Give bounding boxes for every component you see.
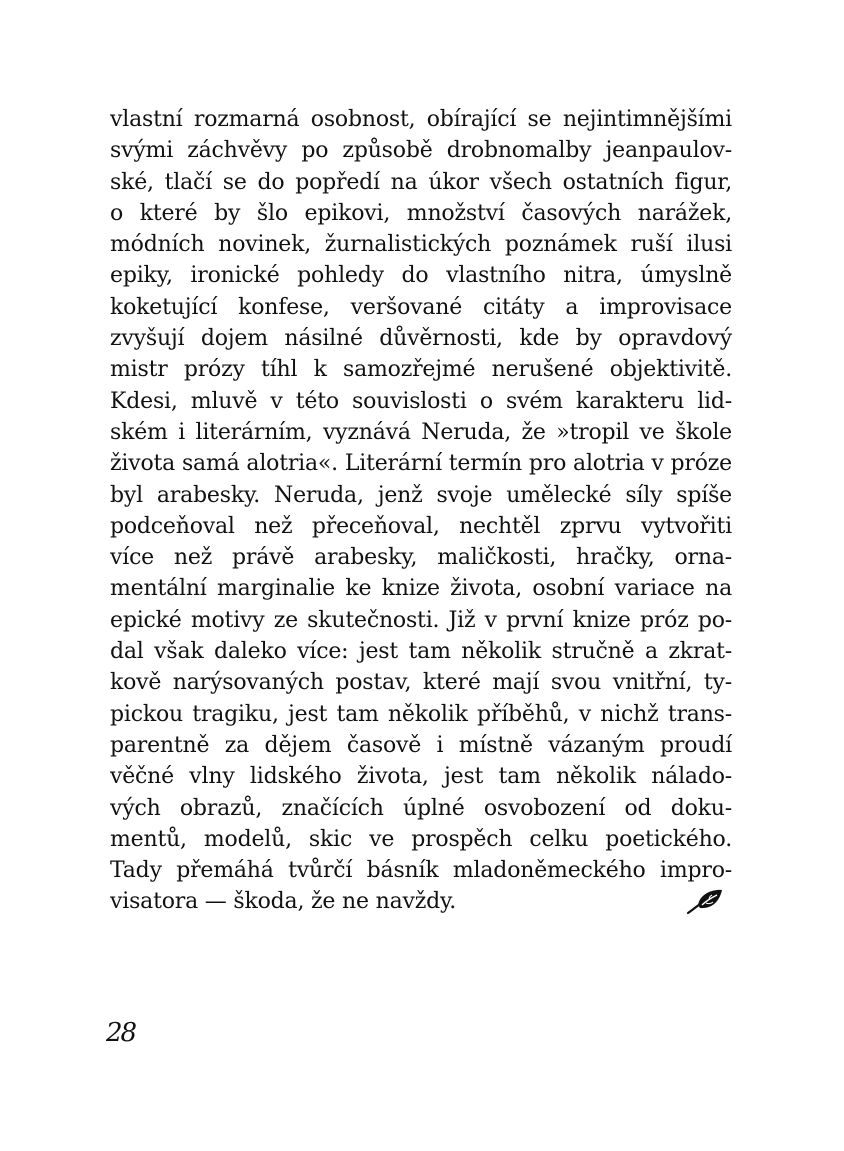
final-line-text: visatora — škoda, že ne navždy. [110,889,457,915]
text-line: koketující konfese, veršované citáty a improvisace [110,294,732,320]
text-line: dal však daleko více: jest tam několik stručně a zkrat- [110,639,732,665]
text-line: byl arabesky. Neruda, jenž svoje umělecké síly spíše [110,482,732,508]
text-line: vých obrazů, značících úplné osvobození od doku- [110,795,732,821]
text-line: mentů, modelů, skic ve prospěch celku poetického. [110,826,732,852]
text-line: epické motivy ze skutečnosti. Již v první knize próz po- [110,607,732,633]
text-line-final [110,886,732,917]
text-line: více než právě arabesky, maličkosti, hračky, orna- [110,545,732,571]
text-line: mistr prózy tíhl k samozřejmé nerušené objektivitě. [110,357,732,383]
text-line: o které by šlo epikovi, množství časových narážek, [110,200,732,226]
text-line: podceňoval než přeceňoval, nechtěl zprvu vytvořiti [110,513,732,539]
text-line: svými záchvěvy po způsobě drobnomalby jeanpaulov- [110,138,732,164]
text-line: Kdesi, mluvě v této souvislosti o svém karakteru lid- [110,388,732,414]
text-line: mentální marginalie ke knize života, osobní variace na [110,576,732,602]
text-line: Tady přemáhá tvůrčí básník mladoněmeckého impro- [110,858,732,884]
text-line: věčné vlny lidského života, jest tam několik nálado- [110,764,732,790]
text-line: vlastní rozmarná osobnost, obírající se nejintimnějšími [110,107,732,132]
text-line: epiky, ironické pohledy do vlastního nitra, úmyslně [110,263,732,289]
text-line: módních novinek, žurnalistických poznámek ruší ilusi [110,232,732,258]
leaf-ornament-icon [684,887,726,917]
text-line: kově narýsovaných postav, které mají svou vnitřní, ty- [110,670,732,696]
page-number: 28 [106,1018,136,1048]
text-line: zvyšují dojem násilné důvěrnosti, kde by opravdový [110,326,732,352]
text-line: života samá alotria«. Literární termín pro alotria v próze [110,451,732,477]
text-line: ské, tlačí se do popředí na úkor všech ostatních figur, [110,169,732,195]
body-text [110,104,732,918]
text-line: ském i literárním, vyznává Neruda, že »tropil ve škole [110,419,732,445]
text-line: pickou tragiku, jest tam několik příběhů, v nichž trans- [110,701,732,727]
text-line: parentně za dějem časově i místně vázaným proudí [110,732,732,758]
